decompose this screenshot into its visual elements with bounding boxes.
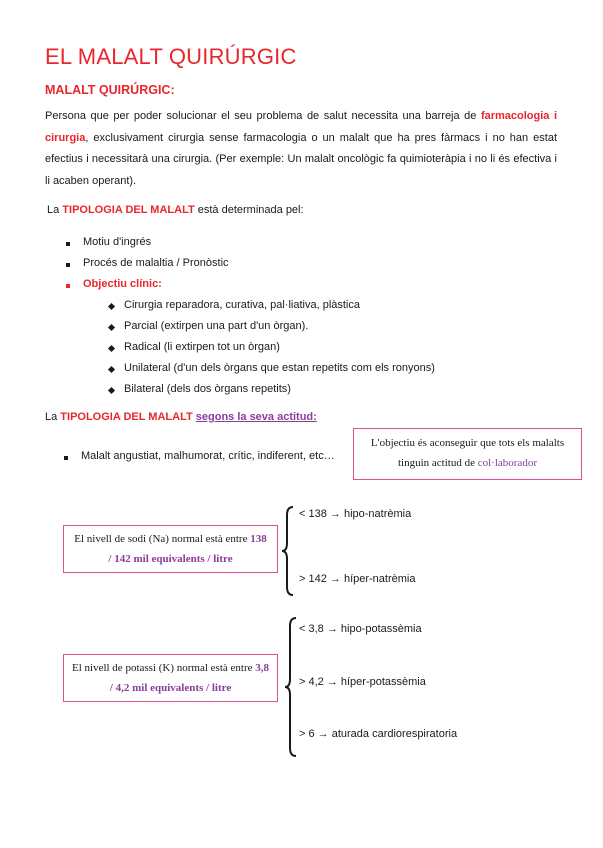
sodi-value1: 138 — [250, 533, 267, 545]
sodi-line1 — [64, 529, 277, 549]
sodi-brace-icon — [280, 505, 296, 597]
bullet-square — [64, 456, 68, 460]
definition-part2: , exclusivament cirurgia sense farmacologia o un malalt que ha pres fàrmacs i no han estat efectius i necessitarà una cirurgia. (Per exemple: Un malalt oncològic fa quimioteràpia i no li és efectiva i li acaben operant). — [45, 131, 557, 187]
tipologia-suffix: està determinada pel: — [194, 204, 304, 216]
definition-part1: Persona que per poder solucionar el seu problema de salut necessita una barreja de — [45, 110, 481, 122]
sub-list-item: Radical (li extirpen tot un òrgan) — [124, 341, 280, 353]
bullet-square — [66, 242, 70, 246]
bullet-diamond — [108, 387, 115, 394]
bullet-diamond — [108, 345, 115, 352]
bullet-diamond — [108, 324, 115, 331]
callout-line2-prefix: tinguin actitud de — [398, 457, 478, 469]
list-item: Malalt angustiat, malhumorat, crític, indiferent, etc… — [81, 450, 335, 462]
sodi-low: < 138 → hipo-natrèmia — [299, 508, 412, 520]
objectiu-callout-box — [353, 428, 582, 480]
potassi-prefix: El nivell de potassi (K) normal està entre — [71, 662, 256, 674]
actitud-prefix: La — [45, 411, 61, 423]
bullet-diamond — [108, 366, 115, 373]
bullet-square — [66, 284, 70, 288]
page-title: EL MALALT QUIRÚRGIC — [45, 44, 297, 69]
sodi-box — [63, 525, 278, 573]
potassi-box — [63, 654, 278, 702]
potassi-line1 — [64, 658, 277, 678]
sub-list-item: Unilateral (d'un dels òrgans que estan repetits com els ronyons) — [124, 362, 435, 374]
callout-line1: L'objectiu és aconseguir que tots els malalts — [370, 437, 565, 449]
sub-list-item: Parcial (extirpen una part d'un òrgan). — [124, 320, 309, 332]
sodi-prefix: El nivell de sodi (Na) normal està entre — [74, 533, 251, 545]
tipologia-highlight: TIPOLOGIA DEL MALALT — [62, 204, 195, 216]
objectiu-label: Objectiu clínic: — [83, 278, 162, 290]
tipologia-intro — [47, 204, 304, 216]
sodi-high: > 142 → híper-natrèmia — [299, 573, 416, 585]
potassi-critical: > 6 → aturada cardiorespiratoria — [299, 728, 458, 740]
callout-line2 — [354, 453, 581, 473]
actitud-link[interactable]: segons la seva actitud: — [195, 411, 317, 423]
section-heading: MALALT QUIRÚRGIC: — [45, 83, 175, 97]
potassi-low: < 3,8 → hipo-potassèmia — [299, 623, 422, 635]
actitud-highlight: TIPOLOGIA DEL MALALT — [60, 411, 193, 423]
definition-highlight: farmacologia i cirurgia — [45, 110, 557, 144]
tipologia-prefix: La — [47, 204, 63, 216]
definition-paragraph — [45, 106, 557, 192]
potassi-value1: 3,8 — [255, 662, 270, 674]
sodi-line2: / 142 mil equivalents / litre — [108, 553, 233, 565]
actitud-intro — [45, 411, 317, 423]
callout-highlight: col·laborador — [477, 457, 537, 469]
bullet-diamond — [108, 303, 115, 310]
bullet-square — [66, 263, 70, 267]
sub-list-item: Bilateral (dels dos òrgans repetits) — [124, 383, 291, 395]
potassi-high: > 4,2 → híper-potassèmia — [299, 676, 426, 688]
potassi-brace-icon — [283, 616, 299, 758]
list-item: Motiu d'ingrés — [83, 236, 152, 248]
potassi-line2: / 4,2 mil equivalents / litre — [109, 682, 232, 694]
list-item: Procés de malaltia / Pronòstic — [83, 257, 229, 269]
sub-list-item: Cirurgia reparadora, curativa, pal·liativa, plàstica — [124, 299, 360, 311]
